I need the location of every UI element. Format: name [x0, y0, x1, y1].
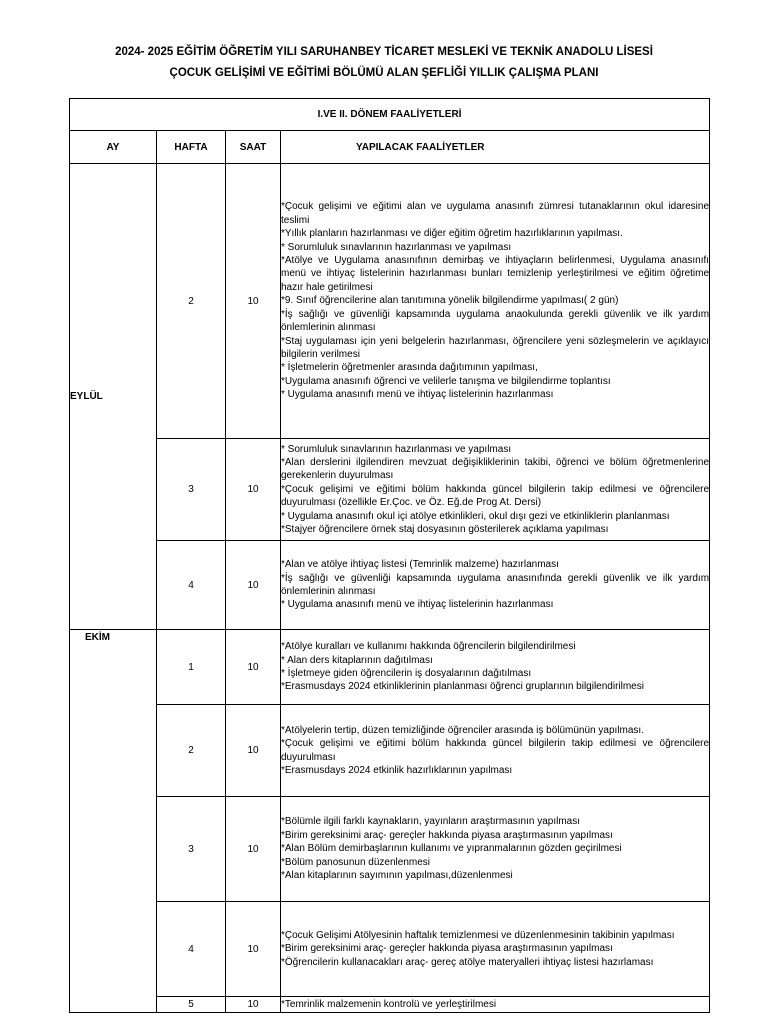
hours-cell: 10 — [226, 541, 281, 630]
hours-cell: 10 — [226, 797, 281, 902]
column-header-saat: SAAT — [226, 131, 281, 164]
column-header-hafta: HAFTA — [157, 131, 226, 164]
week-cell: 5 — [157, 997, 226, 1013]
activity-item: *Alan derslerini ilgilendiren mevzuat değişikliklerinin takibi, öğrenci ve bölüm öğretmenlerine gerekenlerin duyurulması — [281, 456, 710, 482]
activity-item: *Atölye ve Uygulama anasınıfının demirbaş ve ihtiyaçların belirlenmesi, Uygulama anasınıfı menü ve ihtiyaç listelerinin hazırlanması bunları temizlenip yerleştirilmesi ve eğitim öğretime hazır hale getirilmesi — [281, 255, 710, 293]
activity-item: *Bölümle ilgili farklı kaynakların, yayınların araştırmasının yapılması — [281, 816, 581, 828]
hours-cell: 10 — [226, 164, 281, 439]
table-row — [70, 164, 710, 439]
table-row — [70, 797, 710, 902]
column-header-faaliyetler: YAPILACAK FAALİYETLER — [281, 131, 710, 164]
activity-item: *Erasmusdays 2024 etkinliklerinin planlanması öğrenci gruplarının bilgilendirilmesi — [281, 681, 644, 693]
activity-item: *Atölye kuralları ve kullanımı hakkında öğrencilerin bilgilendirilmesi — [281, 641, 576, 653]
activities-cell — [281, 164, 710, 439]
hours-cell: 10 — [226, 997, 281, 1013]
activities-cell — [281, 439, 710, 541]
activity-item: * Uygulama anasınıfı menü ve ihtiyaç listelerinin hazırlanması — [281, 389, 554, 401]
activity-item: *Uygulama anasınıfı öğrenci ve velilerle tanışma ve bilgilendirme toplantısı — [281, 375, 611, 387]
activity-item: *Çocuk gelişimi ve eğitimi bölüm hakkında güncel bilgilerin takip edilmesi ve öğrencilere duyurulması — [281, 738, 710, 763]
activity-item: *Erasmusdays 2024 etkinlik hazırlıklarının yapılması — [281, 764, 513, 776]
activity-item: *Atölyelerin tertip, düzen temizliğinde öğrenciler arasında iş bölümünün yapılması. — [281, 724, 644, 736]
week-cell: 3 — [157, 797, 226, 902]
week-cell: 3 — [157, 439, 226, 541]
table-row — [70, 439, 710, 541]
activity-item: *Çocuk gelişimi ve eğitimi alan ve uygulama anasınıfı zümresi tutanaklarının okul idaresine teslimi — [281, 201, 710, 226]
activity-item: *Bölüm panosunun düzenlenmesi — [281, 856, 430, 868]
activities-cell — [281, 797, 710, 902]
activity-item: *İş sağlığı ve güvenliği kapsamında uygulama anasınıfında gerekli güvenlik ve ilk yardım önlemlerinin alınması — [281, 572, 710, 597]
activity-item: *Staj uygulaması için yeni belgelerin hazırlanması, öğrencilere yeni sözleşmelerin ve açıklayıcı bilgilerin verilmesi — [281, 335, 710, 360]
column-header-row — [70, 131, 710, 164]
week-cell: 2 — [157, 164, 226, 439]
week-cell: 4 — [157, 541, 226, 630]
activity-item: * Uygulama anasınıfı okul içi atölye etkinlikleri, okul dışı gezi ve etkinliklerin planlanması — [281, 510, 670, 522]
activity-item: *Temrinlik malzemenin kontrolü ve yerleştirilmesi — [281, 998, 497, 1010]
table-row — [70, 997, 710, 1013]
hours-cell: 10 — [226, 630, 281, 705]
activity-item: * İşletmeye giden öğrencilerin iş dosyalarının dağıtılması — [281, 668, 532, 679]
table-row — [70, 630, 710, 705]
table-row — [70, 705, 710, 797]
week-cell: 4 — [157, 902, 226, 997]
activity-item: *Alan kitaplarının sayımının yapılması,düzenlenmesi — [281, 870, 513, 882]
activity-item: *Alan Bölüm demirbaşlarının kullanımı ve yıpranmalarının gözden geçirilmesi — [281, 843, 622, 855]
activity-item: *Birim gereksinimi araç- gereçler hakkında piyasa araştırmasının yapılması — [281, 943, 613, 955]
activity-item: * Sorumluluk sınavlarının hazırlanması ve yapılması — [281, 443, 512, 455]
section-title-row — [70, 99, 710, 131]
activity-item: *İş sağlığı ve güvenliği kapsamında uygulama anaokulunda gerekli güvenlik ve ilk yardım önlemlerinin alınması — [281, 308, 710, 334]
activity-item: * Alan ders kitaplarının dağıtılması — [281, 654, 433, 666]
title-line-2: ÇOCUK GELİŞİMİ VE EĞİTİMİ BÖLÜMÜ ALAN ŞEFLİĞİ YILLIK ÇALIŞMA PLANI — [169, 67, 599, 79]
document-title — [0, 42, 768, 84]
activity-item: *Alan ve atölye ihtiyaç listesi (Temrinlik malzeme) hazırlanması — [281, 559, 559, 571]
activity-item: *Yıllık planların hazırlanması ve diğer eğitim öğretim hazırlıklarının yapılması. — [281, 228, 623, 240]
table-row — [70, 902, 710, 997]
activity-item: *Öğrencilerin kullanacakları araç- gereç atölye materyalleri ihtiyaç listesi hazırlaması — [281, 956, 654, 968]
activity-item: * Uygulama anasınıfı menü ve ihtiyaç listelerinin hazırlanması — [281, 599, 554, 611]
hours-cell: 10 — [226, 439, 281, 541]
week-cell: 2 — [157, 705, 226, 797]
activity-item: *9. Sınıf öğrencilerine alan tanıtımına yönelik bilgilendirme yapılması( 2 gün) — [281, 295, 619, 307]
activity-item: * Sorumluluk sınavlarının hazırlanması ve yapılması — [281, 241, 512, 253]
column-header-ay: AY — [70, 131, 157, 164]
annual-plan-table — [69, 98, 710, 1013]
activity-item: *Çocuk Gelişimi Atölyesinin haftalık temizlenmesi ve düzenlenmesinin takibinin yapılması — [281, 929, 675, 941]
activities-cell — [281, 997, 710, 1013]
hours-cell: 10 — [226, 902, 281, 997]
month-cell: EKİM — [70, 630, 157, 1013]
activity-item: *Stajyer öğrencilere örnek staj dosyasının gösterilerek açıklama yapılması — [281, 524, 609, 536]
month-cell: EYLÜL — [70, 164, 157, 630]
activities-cell — [281, 541, 710, 630]
activities-cell — [281, 902, 710, 997]
title-line-1: 2024- 2025 EĞİTİM ÖĞRETİM YILI SARUHANBEY TİCARET MESLEKİ VE TEKNİK ANADOLU LİSESİ — [115, 46, 653, 58]
table-row — [70, 541, 710, 630]
activities-cell — [281, 630, 710, 705]
activity-item: * İşletmelerin öğretmenler arasında dağıtımının yapılması, — [281, 362, 538, 374]
activity-item: *Birim gereksinimi araç- gereçler hakkında piyasa araştırmasının yapılması — [281, 829, 613, 841]
activity-item: *Çocuk gelişimi ve eğitimi bölüm hakkında güncel bilgilerin takip edilmesi ve öğrencilere duyurulması (özellikle Er.Çoc. ve Öz. Eğ.de Prog At. Dersi) — [281, 483, 710, 509]
activities-cell — [281, 705, 710, 797]
section-title: I.VE II. DÖNEM FAALİYETLERİ — [70, 99, 710, 131]
hours-cell: 10 — [226, 705, 281, 797]
week-cell: 1 — [157, 630, 226, 705]
